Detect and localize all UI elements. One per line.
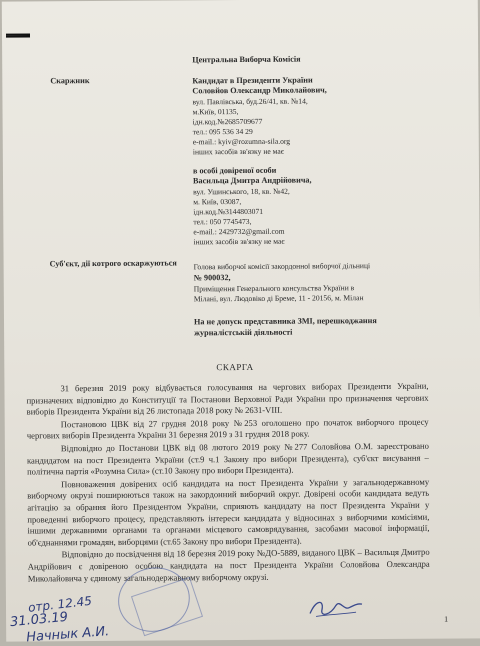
proxy-label: в особі довіреної особи [192,165,277,176]
subject-line-3: Приміщення Генерального консульства України в [193,283,355,294]
subject-line-4: Мілані, вул. Людовіко ді Бреме, 11 - 20156, м. Мілан [193,293,364,304]
complainant-other-contacts: інших засобів зв'язку не має [192,146,285,157]
subject-label: Суб'єкт, дії котрого оскаржуються [49,258,177,269]
proxy-address: вул. Ушинського, 18, кв. №42, [193,186,290,197]
complainant-address: вул. Павлівська, буд.26/41, кв. №14, [192,96,308,107]
handwritten-received-note: отр. 12.45 [27,593,93,615]
paragraph: Відповідно до посвідчення від 18 березня 2019 року №ДО-5889, виданого ЦВК – Васильця Дмитро Андрійович є довіреною особою кандидата на пост Президента України Соловйова Олександра Миколайовича у єдиному загальнодержавному виборчому окрузі. [27,547,430,584]
subject-line-1: Голова виборчої комісії закордонної виборчої дільниці [193,261,371,272]
handwritten-date: 31.03.19 [9,609,69,631]
paragraph: Постановою ЦВК від 27 грудня 2018 року №253 оголошено про початок виборчого процесу чергових виборів Президента України 31 березня 2019 з 31 грудня 2018 року. [26,416,429,441]
topic-line-2: журналістській діяльності [194,327,293,338]
paragraph: Повноваження довірених осіб кандидата на пост Президента України у загальнодержавному виборчому окрузі поширюються також на закордонний виборчий округ. Довірені особи кандидата ведуть агітацію за обрання його Президентом України, сприяють кандидату на пост Президента України у проведенні виборчого процесу, представляють інтереси кандидата у відносинах з виборчими комісіями, іншими державними органами та органами місцевого самоврядування, засобами масової інформації, об'єднаннями громадян, виборцями (ст.65 Закону про вибори Президента). [27,476,430,548]
proxy-id: ідн.код.№3144803071 [193,206,264,217]
topic-line-1: На не допуск представника ЗМІ, перешкоджання [193,316,377,327]
proxy-email: e-mail.: 2429732@gmail.com [193,226,285,237]
document-page [2,0,480,646]
handwritten-name: Начнык А.И. [25,624,110,646]
complaint-body [26,381,429,585]
proxy-name: Васильца Дмитра Андрійовича, [192,175,312,186]
margin-mark [6,33,30,37]
subject-line-2: № 900032, [193,273,231,283]
proxy-city: м. Київ, 03087, [193,197,242,207]
proxy-phone: тел.: 050 7745473, [193,216,252,227]
recipient: Центральна Виборча Комісія [192,54,301,65]
proxy-other-contacts: інших засобів зв'язку не має [193,236,285,247]
complainant-id: ідн.код.№2685709677 [192,116,263,127]
complainant-label: Скаржник [50,76,90,86]
signature [306,595,366,621]
paragraph: 31 березня 2019 року відбувається голосування на чергових виборах Президенти України, призначених відповідно до Конституції та Постанови Верховної Ради України про призначення чергових виборів Президента України від 26 листопада 2018 року № 2631-VIII. [26,380,429,417]
document-title: СКАРГА [216,361,254,373]
paragraph: Відповідно до Постанови ЦВК від 08 лютого 2019 року №277 Соловйова О.М. зареєстровано кандидатом на пост Президента України (ст.9 ч.1 Закону про вибори Президента), суб'єкт висування – політична партія «Розумна Сила» (ст.10 Закону про вибори Президента). [26,440,429,477]
complainant-city: м.Київ, 01135, [192,107,239,117]
complainant-name: Соловйов Олександр Миколайович, [192,85,327,96]
page-number: 1 [444,614,449,624]
complainant-phone: тел.: 095 536 34 29 [192,126,253,137]
complainant-role: Кандидат в Президенти України [192,75,313,86]
complainant-email: e-mail.: kyiv@rozumna-sila.org [192,136,291,147]
